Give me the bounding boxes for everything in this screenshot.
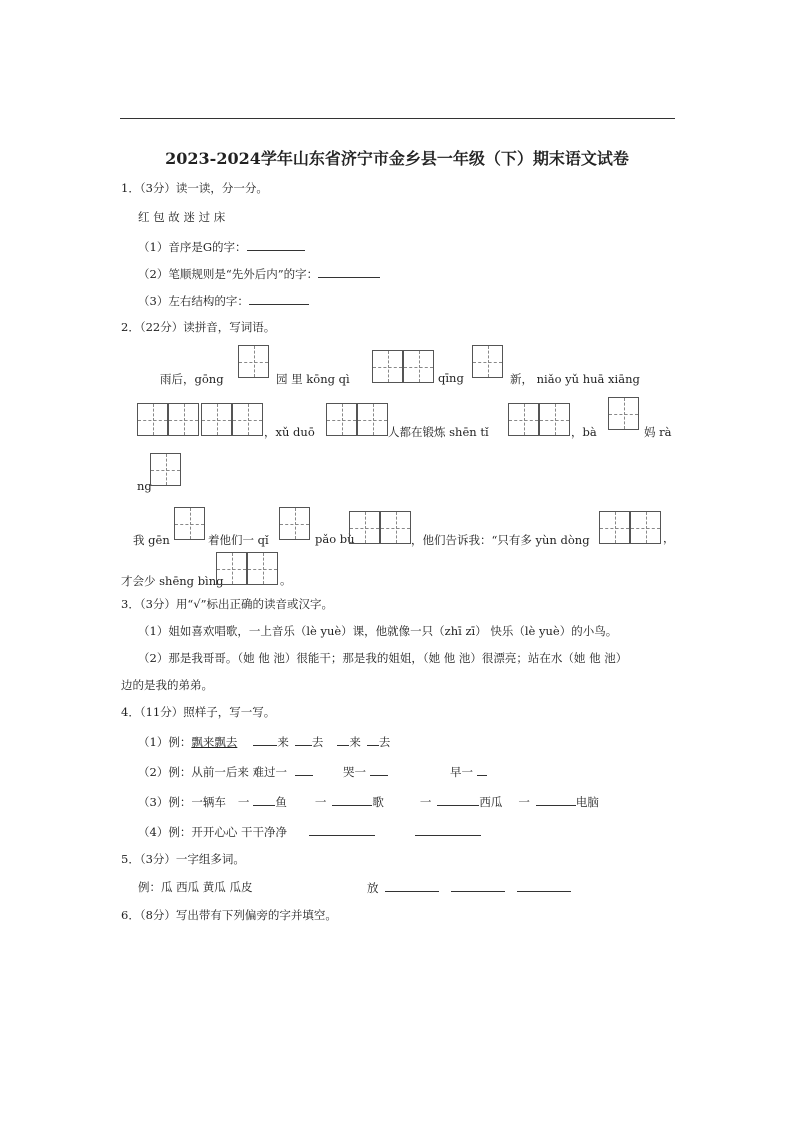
grid-cell[interactable] bbox=[238, 345, 269, 378]
tian-grid[interactable] bbox=[238, 345, 269, 378]
grid-cell[interactable] bbox=[608, 397, 639, 430]
q1-chars: 红 包 故 迷 过 床 bbox=[138, 210, 226, 224]
answer-blank[interactable] bbox=[309, 823, 375, 836]
grid-cell[interactable] bbox=[357, 403, 388, 436]
q2-line2-c: ，bà bbox=[571, 425, 597, 439]
tian-grid[interactable] bbox=[372, 350, 434, 383]
q2-line1-c: qīng bbox=[438, 371, 464, 385]
q2-heading: 2．（22分）读拼音，写词语。 bbox=[121, 320, 276, 334]
grid-cell[interactable] bbox=[232, 403, 263, 436]
tian-grid[interactable] bbox=[326, 403, 388, 436]
answer-blank[interactable] bbox=[253, 733, 277, 746]
q2-line4-b: 着他们一 qǐ bbox=[208, 533, 269, 547]
grid-cell[interactable] bbox=[247, 552, 278, 585]
q1-heading: 1．（3分）读一读，分一分。 bbox=[121, 181, 268, 195]
q1-sub2 bbox=[138, 265, 380, 282]
q2-line1-b: 园 里 kōng qì bbox=[276, 372, 350, 386]
q4-sub1-char: 来 bbox=[349, 735, 361, 749]
q4-sub2-word: 早一 bbox=[449, 765, 473, 779]
q4-sub3-word: 西瓜 bbox=[479, 795, 503, 809]
top-rule bbox=[120, 118, 675, 119]
q1-sub2-label: （2）笔顺规则是“先外后内”的字： bbox=[138, 267, 319, 281]
q2-line1-d: 新， niǎo yǔ huā xiāng bbox=[510, 372, 640, 386]
answer-blank[interactable] bbox=[370, 763, 388, 776]
grid-cell[interactable] bbox=[279, 507, 310, 540]
grid-cell[interactable] bbox=[216, 552, 247, 585]
tian-grid[interactable] bbox=[472, 345, 503, 378]
tian-grid[interactable] bbox=[599, 511, 661, 544]
answer-blank[interactable] bbox=[415, 823, 481, 836]
q1-sub1-label: （1）音序是G的字： bbox=[138, 240, 247, 254]
tian-grid[interactable] bbox=[150, 453, 181, 486]
grid-cell[interactable] bbox=[168, 403, 199, 436]
q4-sub1-char: 去 bbox=[311, 735, 324, 749]
answer-blank[interactable] bbox=[247, 238, 305, 251]
q4-sub3-word: 歌 bbox=[372, 795, 384, 809]
q4-sub3-word: 一 bbox=[314, 795, 327, 809]
grid-cell[interactable] bbox=[150, 453, 181, 486]
grid-cell[interactable] bbox=[380, 511, 411, 544]
answer-blank[interactable] bbox=[332, 793, 372, 806]
q2-line4-c: pǎo bù bbox=[315, 532, 355, 546]
grid-cell[interactable] bbox=[472, 345, 503, 378]
q3-heading: 3．（3分）用“√”标出正确的读音或汉字。 bbox=[121, 597, 333, 611]
q2-line4-d: ，他们告诉我：“只有多 yùn dòng bbox=[411, 533, 590, 547]
tian-grid[interactable] bbox=[349, 511, 411, 544]
q5-char: 放 bbox=[367, 881, 379, 895]
q1-sub3-label: （3）左右结构的字： bbox=[138, 294, 249, 308]
q4-sub2 bbox=[138, 763, 487, 780]
answer-blank[interactable] bbox=[337, 733, 349, 746]
q1-sub1 bbox=[138, 238, 305, 255]
grid-cell[interactable] bbox=[174, 507, 205, 540]
grid-cell[interactable] bbox=[539, 403, 570, 436]
q4-sub1-label: （1）例： bbox=[138, 735, 192, 749]
q2-line4-e: ， bbox=[663, 531, 675, 545]
q4-sub3-word: 一 bbox=[419, 795, 432, 809]
q5-example: 例：瓜 西瓜 黄瓜 瓜皮 bbox=[138, 880, 253, 894]
tian-grid[interactable] bbox=[216, 552, 278, 585]
q4-sub2-word: 哭一 bbox=[342, 765, 366, 779]
grid-cell[interactable] bbox=[326, 403, 357, 436]
tian-grid[interactable] bbox=[608, 397, 639, 430]
grid-cell[interactable] bbox=[403, 350, 434, 383]
q4-sub3-word: 一 bbox=[237, 795, 250, 809]
grid-cell[interactable] bbox=[630, 511, 661, 544]
grid-cell[interactable] bbox=[599, 511, 630, 544]
q2-line2-d: 妈 rà bbox=[644, 425, 672, 439]
q4-sub1 bbox=[138, 733, 390, 750]
q2-line2-b: 人都在锻炼 shēn tǐ bbox=[388, 425, 489, 439]
q4-sub1-char: 去 bbox=[378, 735, 391, 749]
q4-sub1-char: 来 bbox=[277, 735, 289, 749]
q2-line5-a: 才会少 shēng bìng bbox=[121, 574, 224, 588]
q2-line5-b: 。 bbox=[280, 573, 292, 587]
grid-cell[interactable] bbox=[372, 350, 403, 383]
answer-blank[interactable] bbox=[517, 879, 571, 892]
q4-heading: 4．（11分）照样子，写一写。 bbox=[121, 705, 276, 719]
answer-blank[interactable] bbox=[437, 793, 479, 806]
q5-heading: 5．（3分）一字组多词。 bbox=[121, 852, 245, 866]
answer-blank[interactable] bbox=[253, 793, 275, 806]
q4-sub3-word: 电脑 bbox=[575, 795, 599, 809]
answer-blank[interactable] bbox=[385, 879, 439, 892]
q4-sub2-label: （2）例：从前一后来 难过一 bbox=[138, 765, 287, 779]
grid-cell[interactable] bbox=[201, 403, 232, 436]
q4-sub3-word: 鱼 bbox=[275, 795, 287, 809]
q3-sub2-cont: 边的是我的弟弟。 bbox=[121, 678, 213, 692]
answer-blank[interactable] bbox=[318, 265, 380, 278]
q4-sub1-example: 飘来飘去 bbox=[191, 735, 238, 749]
tian-grid[interactable] bbox=[279, 507, 310, 540]
q3-sub2: （2）那是我哥哥。（她 他 池）很能干；那是我的姐姐，（她 他 池）很漂亮；站在水（她 他 池） bbox=[138, 651, 628, 665]
answer-blank[interactable] bbox=[451, 879, 505, 892]
grid-cell[interactable] bbox=[137, 403, 168, 436]
q4-sub4-label: （4）例：开开心心 干干净净 bbox=[138, 825, 287, 839]
answer-blank[interactable] bbox=[367, 733, 379, 746]
tian-grid[interactable] bbox=[508, 403, 570, 436]
page-title: 2023-2024学年山东省济宁市金乡县一年级（下）期末语文试卷 bbox=[165, 149, 629, 168]
q2-line1-a: 雨后，gōng bbox=[160, 372, 224, 386]
answer-blank[interactable] bbox=[295, 763, 313, 776]
q4-sub3-label: （3）例：一辆车 bbox=[138, 795, 226, 809]
q4-sub3-word: 一 bbox=[518, 795, 530, 809]
answer-blank[interactable] bbox=[477, 763, 487, 776]
grid-cell[interactable] bbox=[508, 403, 539, 436]
tian-grid[interactable] bbox=[137, 403, 199, 436]
tian-grid[interactable] bbox=[174, 507, 205, 540]
answer-blank[interactable] bbox=[295, 733, 312, 746]
q2-line4-a: 我 gēn bbox=[133, 533, 170, 547]
grid-cell[interactable] bbox=[349, 511, 380, 544]
q4-sub3 bbox=[138, 793, 599, 810]
q1-sub3 bbox=[138, 292, 309, 309]
q2-line3-a: ng bbox=[137, 479, 152, 493]
q5-answer-row bbox=[367, 879, 571, 896]
answer-blank[interactable] bbox=[249, 292, 309, 305]
q4-sub4 bbox=[138, 823, 481, 840]
q3-sub1: （1）姐如喜欢唱歌，一上音乐（lè yuè）课，他就像一只（zhī zī） 快乐（lè yuè）的小鸟。 bbox=[138, 624, 618, 638]
answer-blank[interactable] bbox=[536, 793, 576, 806]
tian-grid[interactable] bbox=[201, 403, 263, 436]
q2-line2-a: ，xǔ duō bbox=[264, 425, 315, 439]
q6-heading: 6．（8分）写出带有下列偏旁的字并填空。 bbox=[121, 908, 337, 922]
